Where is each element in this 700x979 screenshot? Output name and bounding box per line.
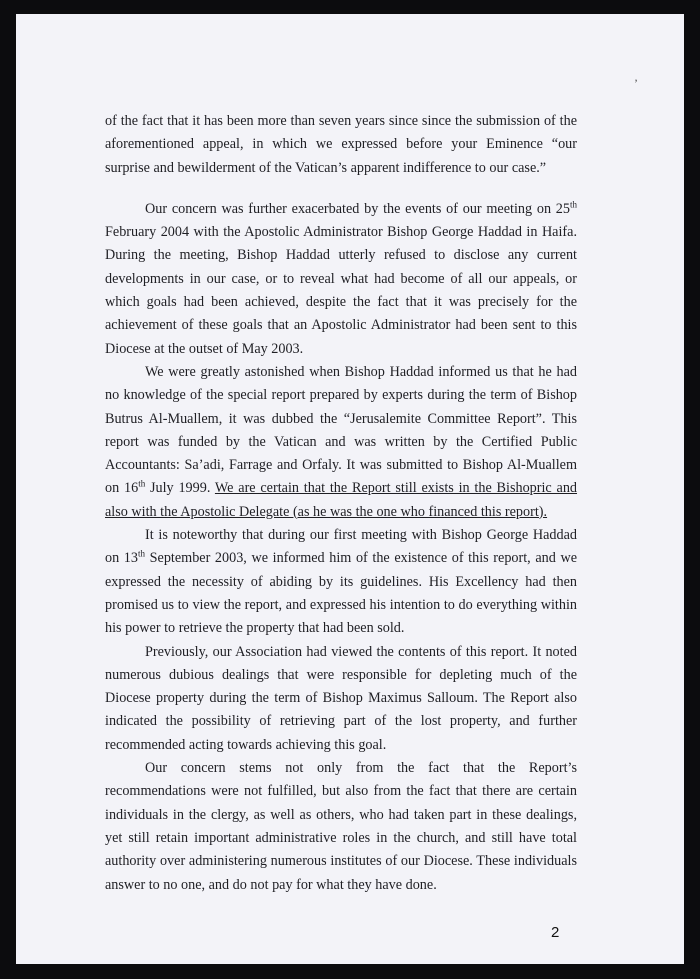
paragraph-4 — [105, 524, 577, 640]
superscript: th — [138, 548, 146, 559]
paragraph-2 — [105, 198, 577, 361]
underlined-text: We are certain that the Report still exists in the Bishopric and also with the Apostolic Delegate (as he was the one who financed this report). — [105, 480, 578, 520]
superscript: th — [569, 199, 577, 210]
text-run: February 2004 with the Apostolic Administrator Bishop George Haddad in Haifa. During the meeting, Bishop Haddad utterly refused to disclose any current developments in our case, or to reveal what had become of all our appeals, or which goals had been achieved, despite the fact that it was precisely for the achievement of these goals that an Apostolic Administrator had been sent to this Diocese at the outset of May 2003. — [105, 224, 577, 357]
superscript: th — [138, 478, 146, 489]
text-run: July 1999. — [145, 480, 215, 497]
text-run: Our concern stems not only from the fact that the Report’s recommendations were not fulfilled, but also from the fact that there are certain individuals in the clergy, as well as others, who had taken part in these dealings, yet still retain important administrative roles in the church, and still have total authority over administering numerous institutes of our Diocese. These individuals answer to no one, and do not pay for what they have done. — [105, 760, 577, 893]
text-run: September 2003, we informed him of the existence of this report, and we expressed the necessity of abiding by its guidelines. His Excellency had then promised us to view the report, and expressed his intention to do everything within his power to retrieve the property that had been sold. — [105, 550, 577, 637]
paragraph-1 — [105, 110, 577, 180]
paragraph-5 — [105, 641, 577, 757]
page-number: 2 — [551, 924, 560, 941]
text-run: Our concern was further exacerbated by the events of our meeting on 25 — [145, 200, 570, 217]
text-run: Previously, our Association had viewed the contents of this report. It noted numerous dubious dealings that were responsible for depleting much of the Diocese property during the term of Bishop Maximus Salloum. The Report also indicated the possibility of retrieving part of the lost property, and further recommended acting towards achieving this goal. — [105, 643, 577, 753]
letter-body — [105, 110, 577, 897]
text-run: of the fact that it has been more than seven years since since the submission of the aforementioned appeal, in which we expressed before your Eminence “our surprise and bewilderment of the Vatican’s apparent indifference to our case.” — [105, 113, 577, 176]
paragraph-3 — [105, 361, 577, 524]
text-run: We were greatly astonished when Bishop Haddad informed us that he had no knowledge of the special report prepared by experts during the term of Bishop Butrus Al-Muallem, it was dubbed the “Jerusalemite Committee Report”. This report was funded by the Vatican and was written by the Certified Public Accountants: Sa’adi, Farrage and Orfaly. It was submitted to Bishop Al-Muallem on 16 — [105, 363, 577, 497]
text-run: It is noteworthy that during our first meeting with Bishop George Haddad on 13 — [105, 527, 577, 567]
document-page — [16, 14, 684, 964]
paragraph-6 — [105, 757, 577, 897]
margin-mark: ’ — [634, 76, 638, 90]
